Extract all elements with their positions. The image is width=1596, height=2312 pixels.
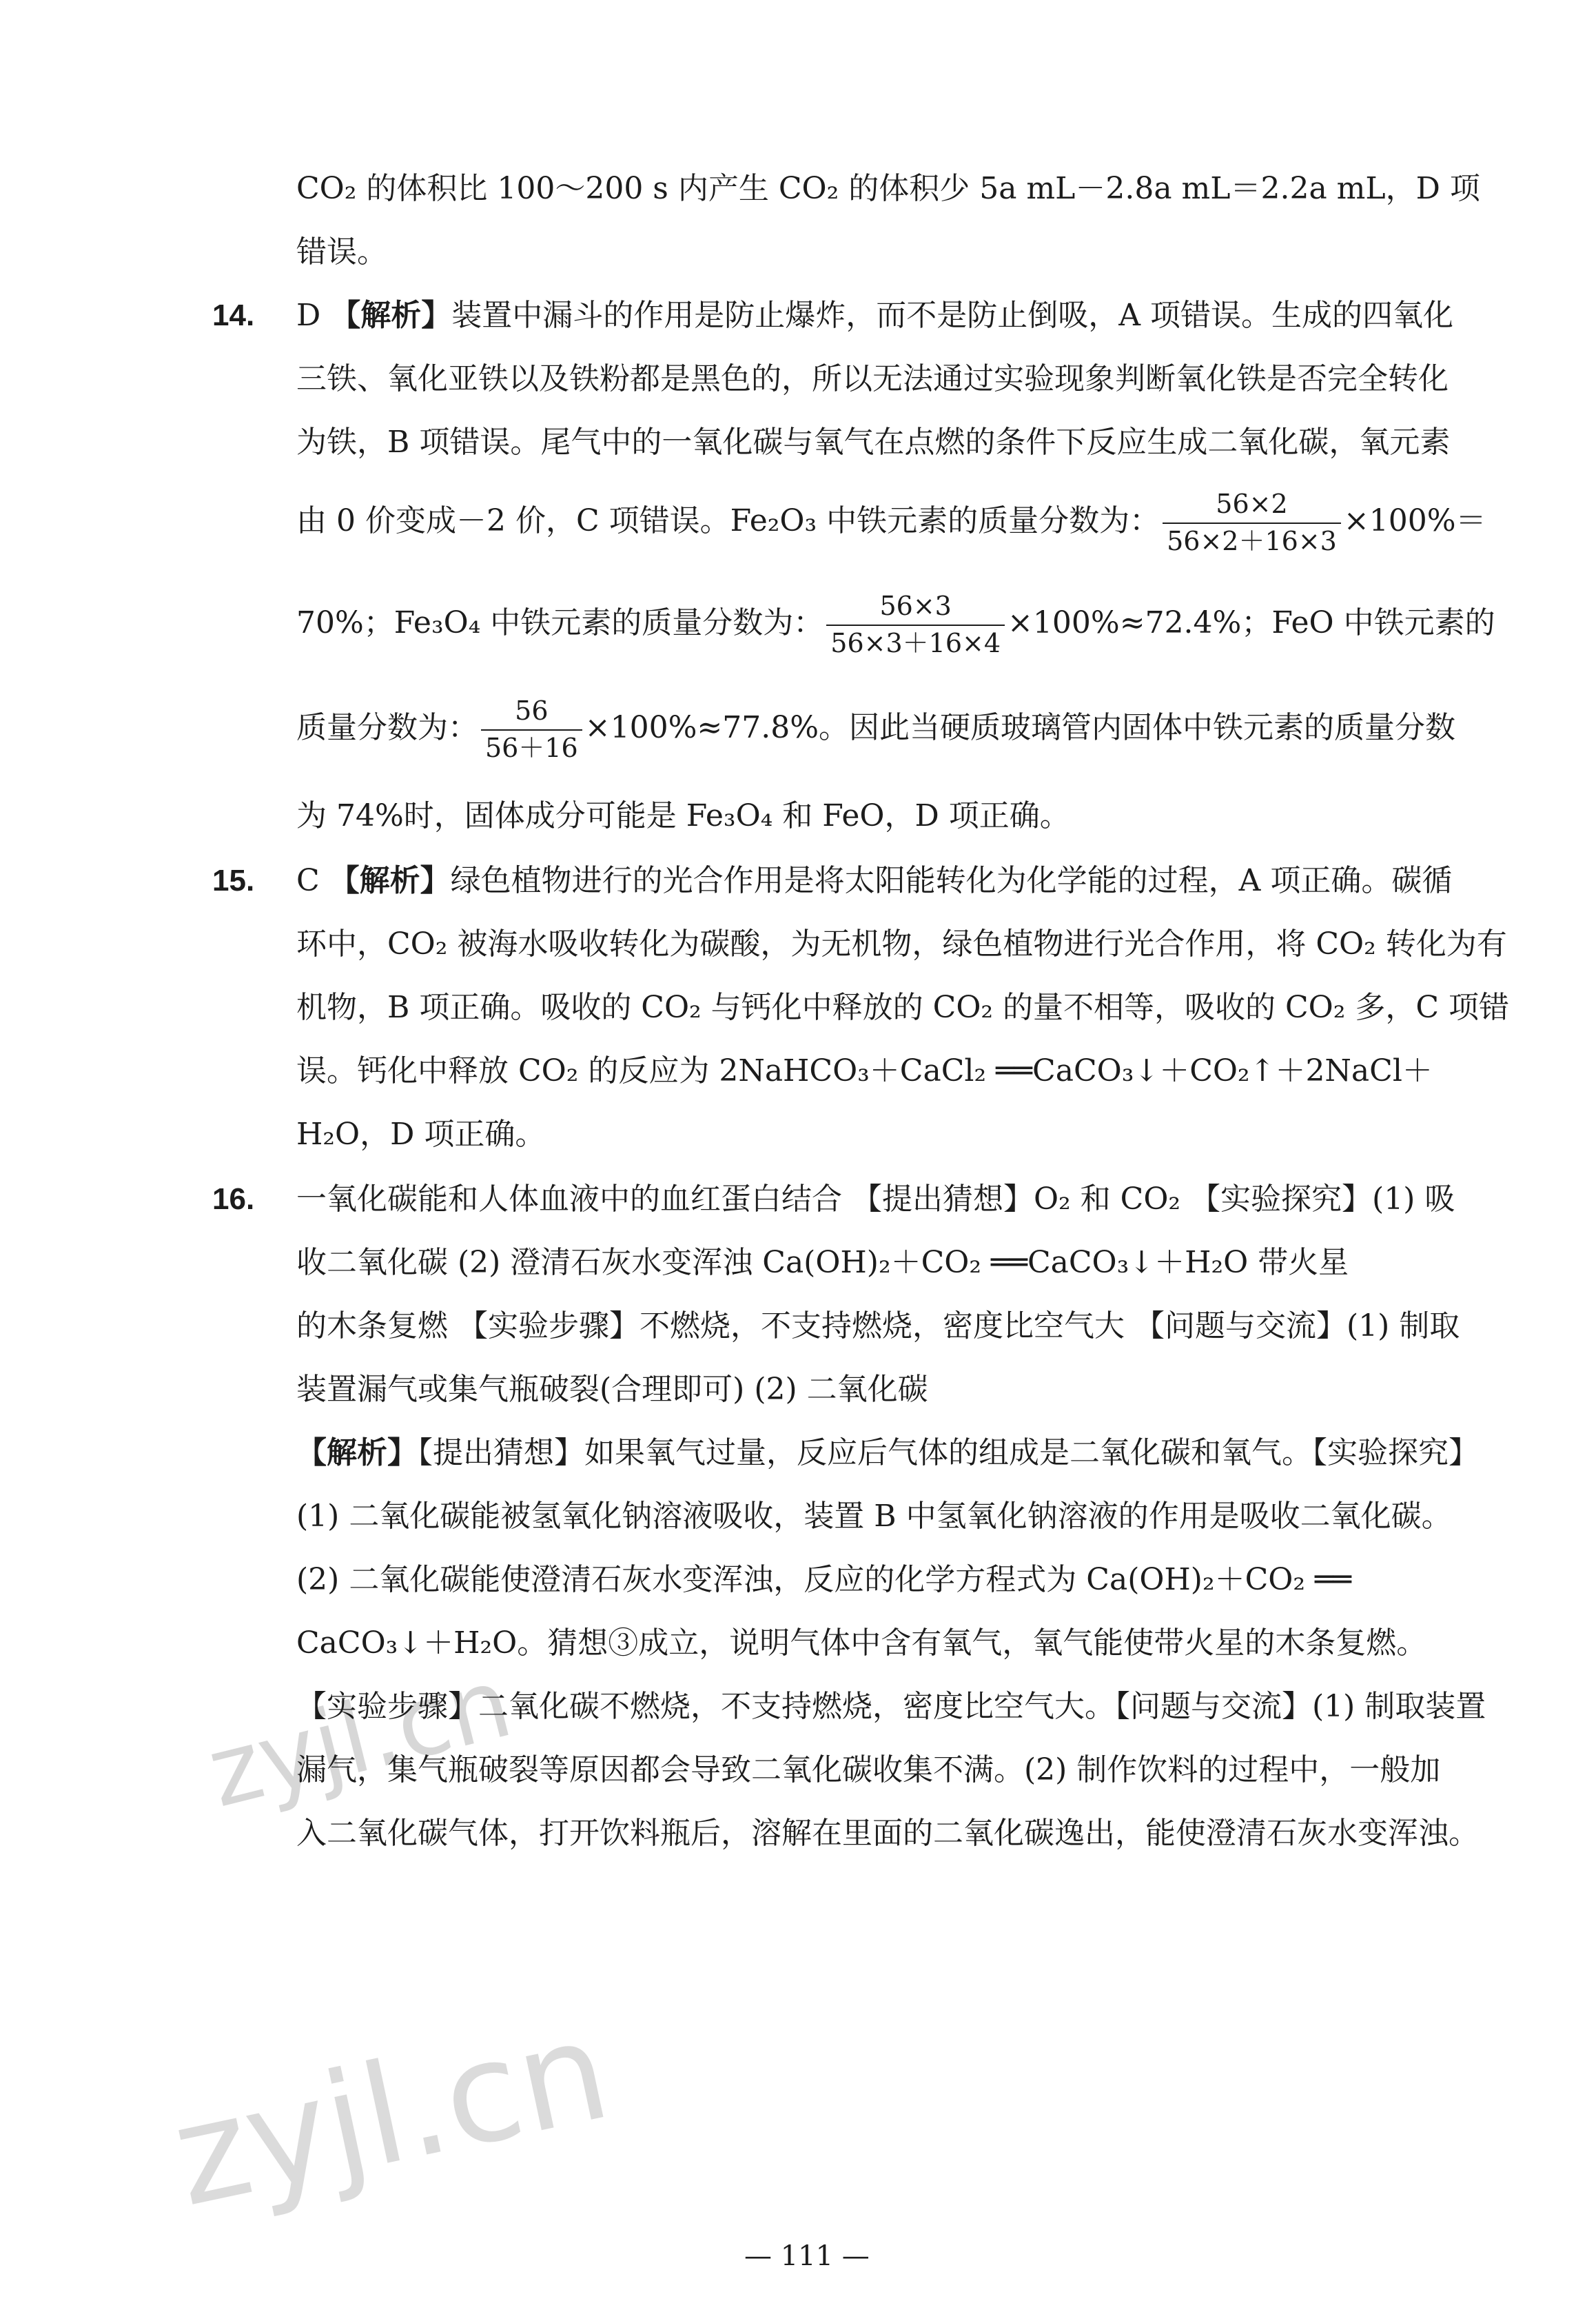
denominator: 56×3＋16×4	[830, 627, 1001, 658]
text-line: 收二氧化碳 (2) 澄清石灰水变浑浊 Ca(OH)₂＋CO₂ ══CaCO₃↓＋H₂O 带火星	[296, 1245, 1349, 1280]
text-line: 漏气，集气瓶破裂等原因都会导致二氧化碳收集不满。(2) 制作饮料的过程中，一般加	[296, 1752, 1441, 1787]
text-line: 一氧化碳能和人体血液中的血红蛋白结合 【提出猜想】O₂ 和 CO₂ 【实验探究】(1) 吸	[296, 1182, 1455, 1217]
text-segment: ×100%＝	[1343, 503, 1486, 539]
text-line: 环中，CO₂ 被海水吸收转化为碳酸，为无机物，绿色植物进行光合作用，将 CO₂ 转化为有	[296, 926, 1507, 962]
text-line: (2) 二氧化碳能使澄清石灰水变浑浊，反应的化学方程式为 Ca(OH)₂＋CO₂ ══	[296, 1562, 1351, 1597]
text-line: (1) 二氧化碳能被氢氧化钠溶液吸收，装置 B 中氢氧化钠溶液的作用是吸收二氧化碳。	[296, 1499, 1452, 1534]
text-line: 错误。	[296, 234, 387, 270]
answer-letter: C	[296, 863, 320, 898]
text-line-with-fraction	[296, 489, 1486, 556]
answer-letter: D	[296, 298, 321, 333]
text-segment: 【提出猜想】如果氧气过量，反应后气体的组成是二氧化碳和氧气。【实验探究】	[418, 1435, 1479, 1470]
text-line: 【实验步骤】二氧化碳不燃烧，不支持燃烧，密度比空气大。【问题与交流】(1) 制取装置	[296, 1689, 1486, 1724]
text-line: 的木条复燃 【实验步骤】不燃烧，不支持燃烧，密度比空气大 【问题与交流】(1) 制取	[296, 1308, 1460, 1343]
text-segment: 由 0 价变成－2 价，C 项错误。Fe₂O₃ 中铁元素的质量分数为：	[296, 503, 1160, 539]
text-line: 入二氧化碳气体，打开饮料瓶后，溶解在里面的二氧化碳逸出，能使澄清石灰水变浑浊。	[296, 1816, 1479, 1851]
text-line: 装置漏气或集气瓶破裂(合理即可) (2) 二氧化碳	[296, 1372, 928, 1407]
numerator: 56×3	[826, 591, 1005, 626]
question-15-line	[296, 863, 1453, 898]
text-segment: ×100%≈77.8%。因此当硬质玻璃管内固体中铁元素的质量分数	[584, 710, 1456, 746]
text-line: CaCO₃↓＋H₂O。猜想③成立，说明气体中含有氧气，氧气能使带火星的木条复燃。	[296, 1625, 1427, 1661]
numerator: 56×2	[1163, 489, 1341, 524]
text-line: 机物，B 项正确。吸收的 CO₂ 与钙化中释放的 CO₂ 的量不相等，吸收的 CO₂ 多，C 项错	[296, 990, 1510, 1025]
text-segment: 70%；Fe₃O₄ 中铁元素的质量分数为：	[296, 605, 824, 641]
text-line: CO₂ 的体积比 100～200 s 内产生 CO₂ 的体积少 5a mL－2.8a mL＝2.2a mL，D 项	[296, 171, 1480, 206]
text-line	[296, 1435, 1479, 1470]
text-line: 为铁，B 项错误。尾气中的一氧化碳与氧气在点燃的条件下反应生成二氧化碳，氧元素	[296, 425, 1451, 460]
fraction	[826, 591, 1005, 658]
text-line: 三铁、氧化亚铁以及铁粉都是黑色的，所以无法通过实验现象判断氧化铁是否完全转化	[296, 361, 1449, 396]
page-number: — 111 —	[744, 2240, 870, 2272]
analysis-tag: 【解析】	[330, 298, 452, 333]
question-number-14: 14.	[212, 298, 255, 332]
denominator: 56＋16	[485, 732, 578, 763]
watermark-large: zyjl.cn	[160, 1989, 622, 2238]
fraction	[481, 696, 582, 763]
watermark-small: zyjl.cn	[197, 1646, 522, 1830]
text-segment: 质量分数为：	[296, 710, 478, 746]
question-14-line	[296, 298, 1454, 333]
analysis-tag: 【解析】	[329, 863, 451, 898]
question-number-16: 16.	[212, 1182, 255, 1216]
text-line-with-fraction	[296, 591, 1495, 658]
text-segment: 绿色植物进行的光合作用是将太阳能转化为化学能的过程，A 项正确。碳循	[450, 863, 1453, 898]
analysis-tag: 【解析】	[296, 1435, 418, 1470]
text-segment: ×100%≈72.4%；FeO 中铁元素的	[1007, 605, 1495, 641]
question-number-15: 15.	[212, 864, 255, 898]
text-line-with-fraction	[296, 696, 1455, 763]
numerator: 56	[481, 696, 582, 731]
text-line: H₂O，D 项正确。	[296, 1117, 546, 1152]
fraction	[1163, 489, 1341, 556]
denominator: 56×2＋16×3	[1167, 525, 1337, 556]
text-line: 为 74%时，固体成分可能是 Fe₃O₄ 和 FeO，D 项正确。	[296, 798, 1070, 833]
text-line: 误。钙化中释放 CO₂ 的反应为 2NaHCO₃＋CaCl₂ ══CaCO₃↓＋CO₂↑＋2NaCl＋	[296, 1053, 1433, 1088]
text-segment: 装置中漏斗的作用是防止爆炸，而不是防止倒吸，A 项错误。生成的四氧化	[451, 298, 1454, 333]
